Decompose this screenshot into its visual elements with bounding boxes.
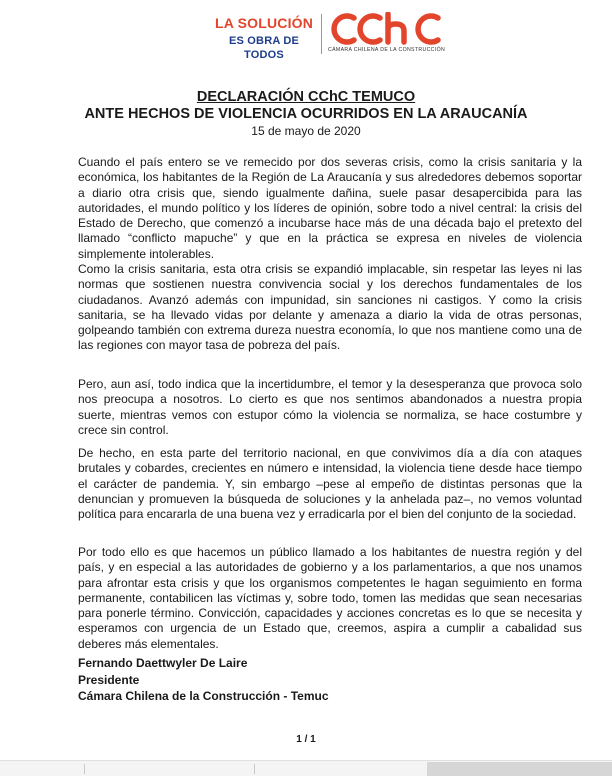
document-title-line-1: DECLARACIÓN CChC TEMUCO: [196, 89, 416, 105]
paragraph: Por todo ello es que hacemos un público llamado a los habitantes de nuestra región y del país, y en especial a las autoridades de gobierno y a los parlamentarios, a que nos unamos para afrontar esta crisis y que los organismos competentes le hagan seguimiento en forma permanente, contabilicen las víctimas y, sobre todo, tomen las medidas que sean necesarias para ponerle término. Convicción, capacidades y acciones concretas es lo que se necesita y esperamos con urgencia de un Estado que, creemos, aspira a cumplir a cabalidad sus deberes más elementales.: [78, 545, 582, 651]
logo-divider: [321, 14, 322, 54]
signature-block: [78, 655, 329, 705]
signatory-role: Presidente: [78, 672, 140, 687]
paragraph: Cuando el país entero se ve remecido por dos severas crisis, como la crisis sanitaria y la económica, los habitantes de la Región de La Araucanía y sus alrededores debemos soportar a diario otra crisis que, siendo igualmente dañina, suele pasar desapercibida para las autoridades, el mundo político y los líderes de opinión, sobre todo a nivel central: la crisis del Estado de Derecho, que comenzó a incubarse hace más de una década bajo el pretexto del llamado “conflicto mapuche” y que en la práctica se expresa en niveles de violencia simplemente intolerables.: [78, 155, 582, 261]
signatory-organization: Cámara Chilena de la Construcción - Temuc: [78, 689, 329, 703]
slogan-line-1: LA SOLUCIÓN: [214, 15, 314, 31]
paragraph: Pero, aun así, todo indica que la incertidumbre, el temor y la desesperanza que provoca solo nos preocupa a nosotros. Lo cierto es que nos sentimos abandonados a nuestra propia suerte, mientras vemos con estupor cómo la violencia se normaliza, se hace costumbre y crece sin control.: [78, 377, 582, 437]
document-date: 15 de mayo de 2020: [251, 124, 361, 138]
cchc-caption: CÁMARA CHILENA DE LA CONSTRUCCIÓN: [328, 47, 446, 53]
horizontal-scrollbar[interactable]: [0, 760, 612, 776]
scrollbar-tick: [254, 764, 255, 774]
signatory-name: Fernando Daettwyler De Laire: [78, 656, 248, 670]
page-indicator: 1 / 1: [296, 734, 316, 745]
paragraph: De hecho, en esta parte del territorio nacional, en que convivimos día a día con ataques brutales y cobardes, crecientes en número e intensidad, la violencia tiene desde hace tiempo el carácter de pandemia. Y, sin embargo –pese al empeño de distintas personas que la denuncian y promueven la búsqueda de soluciones y la anhelada paz–, no vemos voluntad política para encararla de una buena vez y erradicarla por el bien del conjunto de la sociedad.: [78, 446, 582, 522]
slogan-line-2: ES OBRA DE TODOS: [228, 35, 300, 61]
scrollbar-tick: [84, 764, 85, 774]
slogan-logo: [214, 16, 314, 62]
cchc-logo: [328, 12, 458, 58]
cchc-logo-mark-icon: [328, 12, 458, 46]
paragraph: Como la crisis sanitaria, esta otra crisis se expandió implacable, sin respetar las leyes ni las normas que sostienen nuestra convivencia social y los derechos fundamentales de los ciudadanos. Avanzó además con impunidad, sin sanciones ni castigos. Y como la crisis sanitaria, se ha llevado vidas por delante y amenaza a diario la vida de otras personas, golpeando también con extrema dureza nuestra economía, lo que nos mantiene como una de las regiones con mayor tasa de pobreza del país.: [78, 262, 582, 353]
scrollbar-thumb[interactable]: [427, 762, 612, 776]
document-title-line-2: ANTE HECHOS DE VIOLENCIA OCURRIDOS EN LA ARAUCANÍA: [84, 106, 528, 122]
